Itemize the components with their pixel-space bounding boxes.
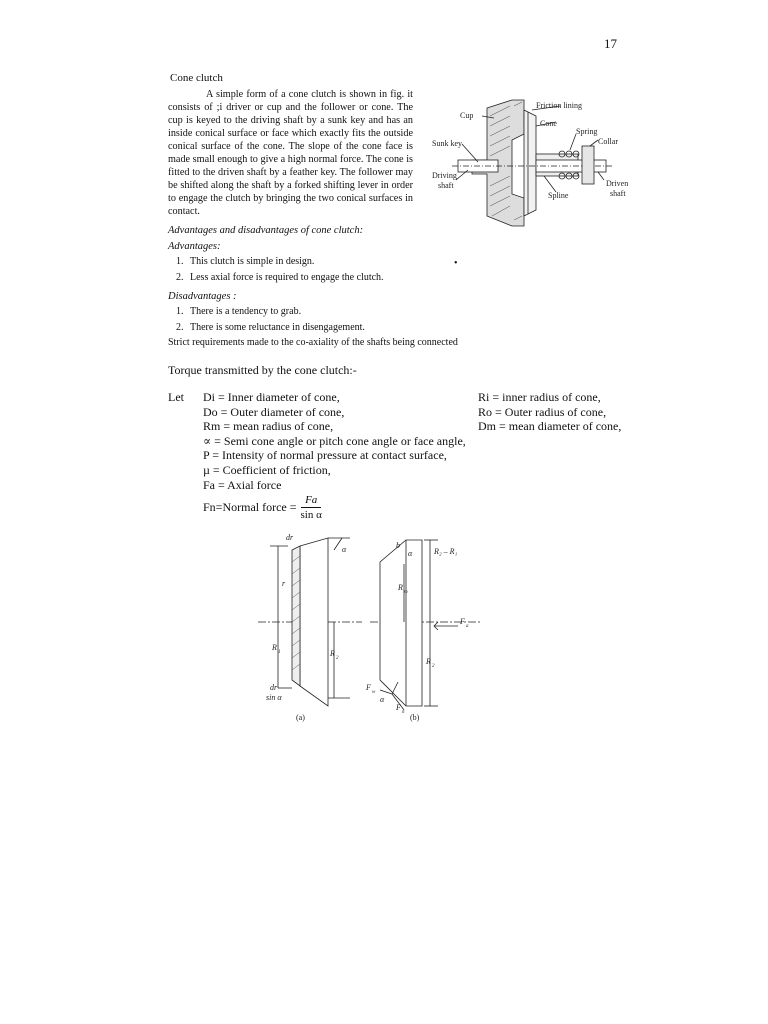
list-item [176, 306, 365, 322]
label-r: r [282, 579, 286, 588]
definition: Dm = mean diameter of cone, [478, 419, 622, 434]
label-friction-lining: Friction lining [536, 101, 582, 110]
list-item [176, 256, 384, 272]
label-driving-shaft-2: shaft [438, 181, 454, 190]
label-dr-sin-numerator: dr [270, 683, 278, 692]
definition: Di = Inner diameter of cone, [203, 390, 340, 404]
definitions-list [203, 390, 466, 492]
label-sunk-key: Sunk key [432, 139, 462, 148]
label-rm: R [398, 583, 403, 592]
label-rm-sub: m [404, 590, 408, 595]
label-cup: Cup [460, 111, 474, 120]
list-item [176, 322, 365, 338]
caption-b: (b) [410, 713, 420, 722]
disadvantages-subheading: Disadvantages : [168, 291, 237, 302]
label-r2: R [330, 649, 335, 658]
list-item-text: There is a tendency to grab. [190, 306, 302, 317]
label-dr-sin-denominator: sin α [266, 693, 282, 702]
advantages-subheading: Advantages: [168, 241, 221, 252]
advantages-heading: Advantages and disadvantages of cone clutch: [168, 225, 364, 236]
label-r1-sub: 1 [278, 650, 281, 655]
label-fa: F [460, 617, 465, 626]
section-title: Cone clutch [170, 72, 223, 84]
definition: P = Intensity of normal pressure at contact surface, [203, 448, 447, 463]
list-item-text: There is some reluctance in disengagement. [190, 322, 365, 333]
label-r2-minus-r1: R₂ – R₁ [434, 547, 458, 556]
coaxiality-note: Strict requirements made to the co-axiality of the shafts being connected [168, 337, 458, 348]
definition: Fa = Axial force [203, 477, 282, 492]
formula-label: Fn=Normal force = [203, 500, 297, 514]
label-r2-b: R [426, 657, 431, 666]
label-fw-sub: w [372, 690, 376, 695]
definitions-right [478, 390, 621, 434]
label-r1: R [272, 643, 277, 652]
stray-mark: • [454, 258, 458, 269]
advantages-list [176, 256, 384, 288]
list-item [176, 272, 384, 288]
cone-clutch-diagram [432, 96, 632, 231]
label-alpha-b: α [408, 549, 413, 558]
label-b: b [396, 541, 400, 550]
label-cone: Cone [540, 119, 557, 128]
normal-force-formula [203, 493, 322, 522]
definition: Do = Outer diameter of cone, [203, 404, 345, 419]
label-fn-sub: n [402, 710, 405, 715]
cone-geometry-diagram [258, 528, 480, 728]
definition: Rm = mean radius of cone, [203, 419, 334, 434]
disadvantages-list [176, 306, 365, 338]
caption-a: (a) [296, 713, 305, 722]
label-alpha-a: α [342, 545, 347, 554]
intro-paragraph: A simple form of a cone clutch is shown in fig. it consists of ;i driver or cup and the follower or cone. The cup is keyed to the driving shaft by a sunk key and has an inside conical surface or face which exactly fits the outside conical surface of the cone. The slope of the cone face is made small enough to give a high normal force. The cone is fitted to the driven shaft by a feather key. The follower may be shifted along the shaft by a forked shifting lever in order to engage the clutch by bringing the two conical surfaces in contact. [168, 89, 413, 217]
list-item-number: 1. [176, 306, 184, 317]
fraction-denominator: sin α [300, 509, 322, 521]
definition: Ri = inner radius of cone, [478, 390, 601, 404]
let-label: Let [168, 390, 184, 404]
definition: ∝ = Semi cone angle or pitch cone angle or face angle, [203, 433, 466, 448]
label-driving-shaft-1: Driving [432, 171, 457, 180]
definition: µ = Coefficient of friction, [203, 462, 331, 477]
label-r2-b-sub: 2 [432, 664, 435, 669]
definition: Ro = Outer radius of cone, [478, 404, 607, 419]
list-item-number: 2. [176, 272, 184, 283]
list-item-text: Less axial force is required to engage the clutch. [190, 272, 384, 283]
list-item-number: 1. [176, 256, 184, 267]
list-item-text: This clutch is simple in design. [190, 256, 315, 267]
torque-title: Torque transmitted by the cone clutch:- [168, 363, 357, 377]
label-fa-sub: a [466, 624, 469, 629]
label-driven-shaft-1: Driven [606, 179, 629, 188]
label-fw: F [366, 683, 371, 692]
list-item-number: 2. [176, 322, 184, 333]
label-fn: F [396, 703, 401, 712]
label-spline: Spline [548, 191, 569, 200]
label-dr: dr [286, 533, 294, 542]
label-r2-sub: 2 [336, 656, 339, 661]
fraction [301, 493, 322, 522]
clutch-drawing [452, 100, 612, 226]
label-alpha-c: α [380, 695, 385, 704]
label-spring: Spring [576, 127, 598, 136]
fraction-numerator: Fa [301, 493, 321, 508]
label-driven-shaft-2: shaft [610, 189, 626, 198]
label-collar: Collar [598, 137, 618, 146]
page-number: 17 [604, 36, 617, 51]
